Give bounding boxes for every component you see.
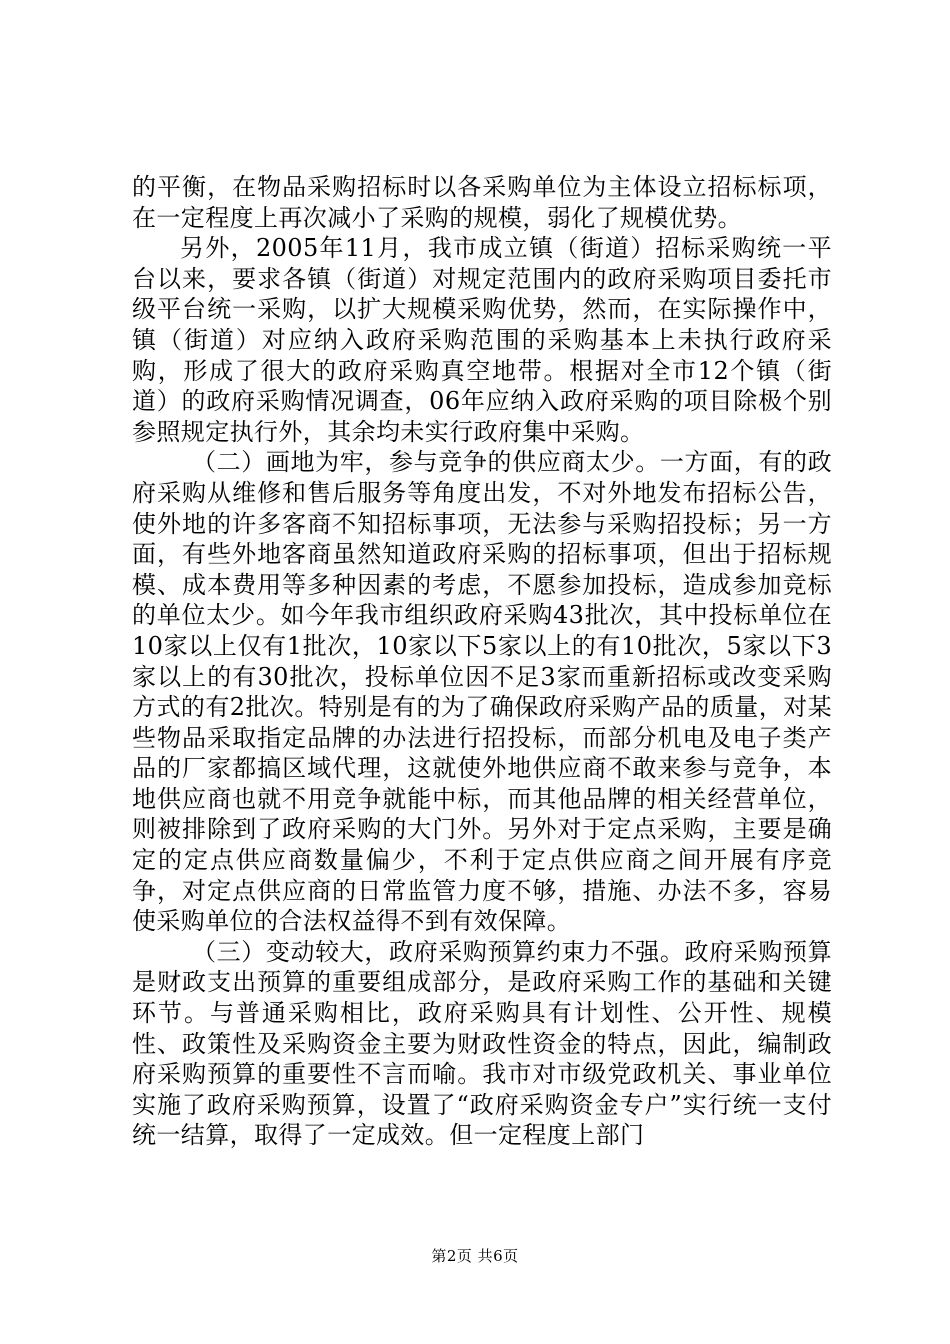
paragraph-section-three: （三）变动较大，政府采购预算约束力不强。政府采购预算是财政支出预算的重要组成部分，是政府采购工作的基础和关键环节。与普通采购相比，政府采购具有计划性、公开性、规模性、政策性及采购资金主要为财政性资金的特点，因此，编制政府采购预算的重要性不言而喻。我市对市级党政机关、事业单位实施了政府采购预算，设置了“政府采购资金专户”实行统一支付统一结算，取得了一定成效。但一定程度上部门	[132, 937, 832, 1150]
page-number-footer: 第2页 共6页	[431, 1247, 519, 1265]
paragraph-town-procurement: 另外，2005年11月，我市成立镇（街道）招标采购统一平台以来，要求各镇（街道）对规定范围内的政府采购项目委托市级平台统一采购，以扩大规模采购优势，然而，在实际操作中，镇（街道）对应纳入政府采购范围的采购基本上未执行政府采购，形成了很大的政府采购真空地带。根据对全市12个镇（街道）的政府采购情况调查，06年应纳入政府采购的项目除极个别参照规定执行外，其余均未实行政府集中采购。	[132, 234, 832, 446]
document-body	[132, 172, 832, 1151]
paragraph-continuation: 的平衡，在物品采购招标时以各采购单位为主体设立招标标项，在一定程度上再次减小了采购的规模，弱化了规模优势。	[132, 173, 832, 232]
paragraph-section-two: （二）画地为牢，参与竞争的供应商太少。一方面，有的政府采购从维修和售后服务等角度出发，不对外地发布招标公告，使外地的许多客商不知招标事项，无法参与采购招投标；另一方面，有些外地客商虽然知道政府采购的招标事项，但出于招标规模、成本费用等多种因素的考虑，不愿参加投标，造成参加竞标的单位太少。如今年我市组织政府采购43批次，其中投标单位在10家以上仅有1批次，10家以下5家以上的有10批次，5家以下3家以上的有30批次，投标单位因不足3家而重新招标或改变采购方式的有2批次。特别是有的为了确保政府采购产品的质量，对某些物品采取指定品牌的办法进行招投标，而部分机电及电子类产品的厂家都搞区域代理，这就使外地供应商不敢来参与竞争，本地供应商也就不用竞争就能中标，而其他品牌的相关经营单位，则被排除到了政府采购的大门外。另外对于定点采购，主要是确定的定点供应商数量偏少，不利于定点供应商之间开展有序竞争，对定点供应商的日常监管力度不够，措施、办法不多，容易使采购单位的合法权益得不到有效保障。	[132, 448, 832, 936]
